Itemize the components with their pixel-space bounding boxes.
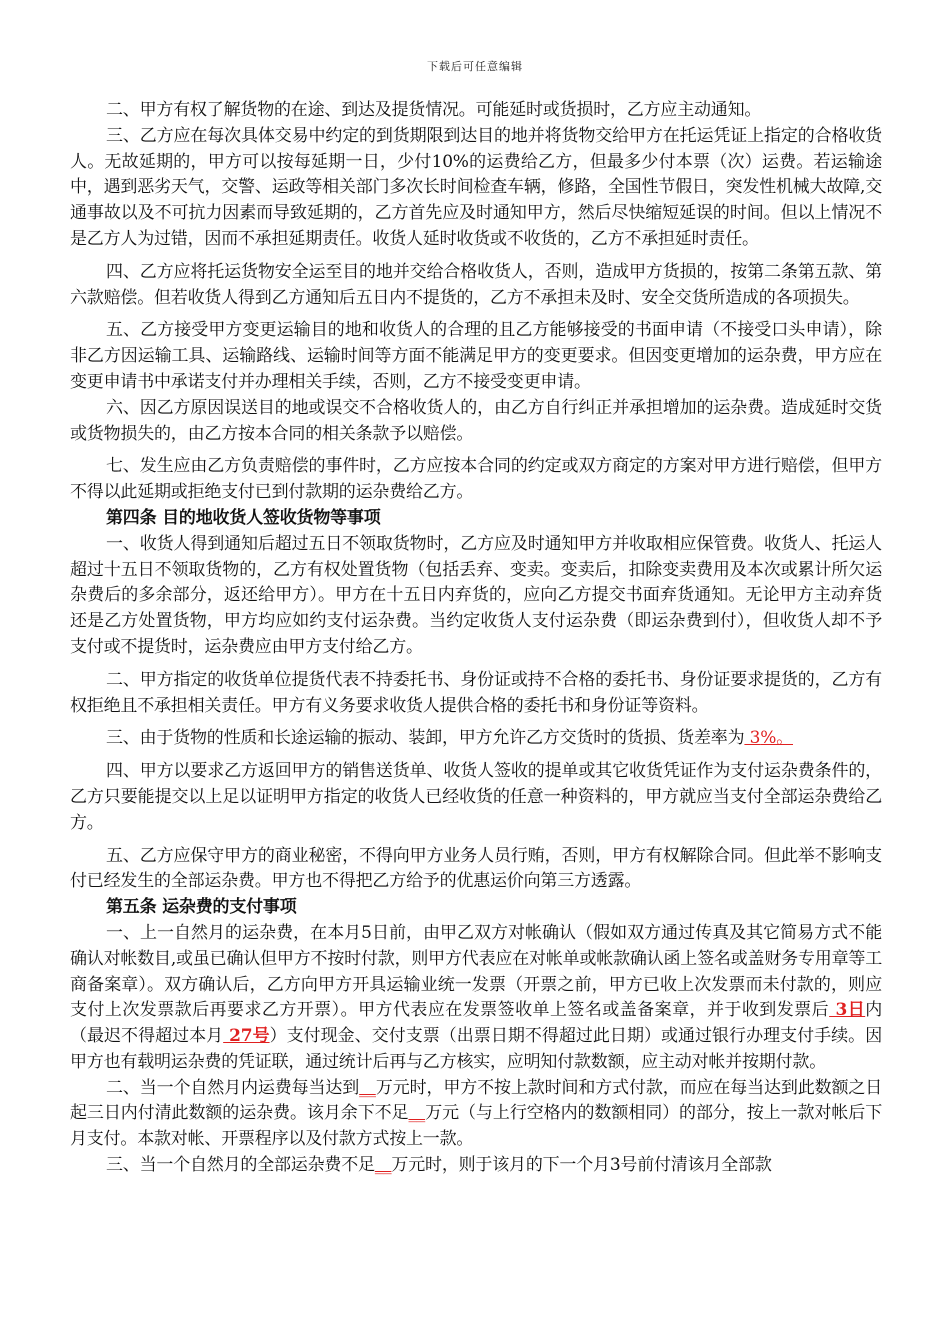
payment-deadline-value: 27号 bbox=[223, 1026, 270, 1047]
clause-3-6: 六、因乙方原因误送目的地或误交不合格收货人的，由乙方自行纠正并承担增加的运杂费。造成延时交货或货物损失的，由乙方按本合同的相关条款予以赔偿。 bbox=[70, 397, 882, 444]
clause-3-5: 五、乙方接受甲方变更运输目的地和收货人的合理的且乙方能够接受的书面申请（不接受口头申请），除非乙方因运输工具、运输路线、运输时间等方面不能满足甲方的变更要求。但因变更增加的运杂费，甲方应在变更申请书中承诺支付并办理相关手续，否则，乙方不接受变更申请。 bbox=[70, 320, 882, 392]
payment-days-value: 3日 bbox=[829, 1000, 866, 1021]
clause-5-1-text-c: ）支付现金、交付支票（出票日期不得超过此日期）或通过银行办理支付手续。因甲方也有载明运杂费的凭证联，通过统计后再与乙方核实，应明知付款数额，应主动对帐并按期付款。 bbox=[70, 1026, 882, 1072]
page-header: 下载后可任意编辑 bbox=[427, 60, 523, 73]
clause-4-5: 五、乙方应保守甲方的商业秘密，不得向甲方业务人员行贿，否则，甲方有权解除合同。但此举不影响支付已经发生的全部运杂费。甲方也不得把乙方给予的优惠运价向第三方透露。 bbox=[70, 845, 882, 892]
threshold-blank-2: __ bbox=[408, 1103, 426, 1124]
threshold-blank-1: __ bbox=[359, 1077, 376, 1098]
clause-4-2: 二、甲方指定的收货单位提货代表不持委托书、身份证或持不合格的委托书、身份证要求提货的，乙方有权拒绝且不承担相关责任。甲方有义务要求收货人提供合格的委托书和身份证等资料。 bbox=[70, 669, 882, 716]
clause-5-1-text-b: 内（最迟不得超过本月 bbox=[70, 1000, 882, 1047]
clause-5-1 bbox=[70, 921, 882, 1076]
section-heading-article-5: 第五条 运杂费的支付事项 bbox=[106, 897, 297, 918]
clause-5-2-text-c: 万元（与上行空格内的数额相同）的部分，按上一款对帐后下月支付。本款对帐、开票程序以及付款方式按上一款。 bbox=[70, 1103, 882, 1150]
clause-3-7: 七、发生应由乙方负责赔偿的事件时，乙方应按本合同的约定或双方商定的方案对甲方进行赔偿，但甲方不得以此延期或拒绝支付已到付款期的运杂费给乙方。 bbox=[70, 456, 882, 503]
clause-4-1: 一、收货人得到通知后超过五日不领取货物时，乙方应及时通知甲方并收取相应保管费。收货人、托运人超过十五日不领取货物的，乙方有权处置货物（包括丢弃、变卖。变卖后，扣除变卖费用及本次或累计所欠运杂费后的多余部分，返还给甲方）。甲方在十五日内弃货的，应向乙方提交书面弃货通知。无论甲方主动弃货还是乙方处置货物，甲方均应如约支付运杂费。当约定收货人支付运杂费（即运杂费到付），但收货人却不予支付或不提货时，运杂费应由甲方支付给乙方。 bbox=[70, 533, 882, 657]
clause-3-3: 三、乙方应在每次具体交易中约定的到货期限到达目的地并将货物交给甲方在托运凭证上指定的合格收货人。无故延期的，甲方可以按每延期一日，少付10%的运费给乙方，但最多少付本票（次）运费。若运输途中，遇到恶劣天气，交警、运政等相关部门多次长时间检查车辆，修路，全国性节假日，突发性机械大故障,交通事故以及不可抗力因素而导致延期的，乙方首先应及时通知甲方，然后尽快缩短延误的时间。但以上情况不是乙方人为过错，因而不承担延期责任。收货人延时收货或不收货的，乙方不承担延时责任。 bbox=[70, 125, 882, 249]
document-body bbox=[70, 98, 882, 1179]
clause-5-3-text-a: 三、当一个自然月的全部运杂费不足 bbox=[106, 1155, 375, 1176]
clause-5-3 bbox=[70, 1153, 882, 1179]
section-heading-article-4: 第四条 目的地收货人签收货物等事项 bbox=[106, 507, 381, 528]
clause-3-4: 四、乙方应将托运货物安全运至目的地并交给合格收货人，否则，造成甲方货损的，按第二条第五款、第六款赔偿。但若收货人得到乙方通知后五日内不提货的，乙方不承担未及时、安全交货所造成的各项损失。 bbox=[70, 261, 882, 308]
threshold-blank-3: __ bbox=[374, 1155, 392, 1176]
clause-3-2: 二、甲方有权了解货物的在途、到达及提货情况。可能延时或货损时，乙方应主动通知。 bbox=[106, 100, 762, 120]
clause-4-4: 四、甲方以要求乙方返回甲方的销售送货单、收货人签收的提单或其它收货凭证作为支付运杂费条件的，乙方只要能提交以上足以证明甲方指定的收货人已经收货的任意一种资料的，甲方就应当支付全部运杂费给乙方。 bbox=[70, 761, 882, 833]
clause-5-2 bbox=[70, 1076, 882, 1153]
damage-rate-unit: %。 bbox=[760, 728, 793, 749]
clause-5-2-text-b: 万元时，甲方不按上款时间和方式付款，而应在每当达到此数额之日起三日内付清此数额的运杂费。该月余下不足 bbox=[70, 1077, 883, 1124]
damage-rate-value: 3 bbox=[744, 728, 761, 749]
clause-5-1-text-a: 一、上一自然月的运杂费，在本月5日前，由甲乙双方对帐确认（假如双方通过传真及其它简易方式不能确认对帐数目,或虽已确认但甲方不按时付款，则甲方代表应在对帐单或帐款确认函上签名或盖财务专用章等工商备案章）。双方确认后，乙方向甲方开具运输业统一发票（开票之前，甲方已收上次发票而未付款的，则应支付上次发票款后再要求乙方开票）。甲方代表应在发票签收单上签名或盖备案章，并于收到发票后 bbox=[70, 922, 882, 1021]
clause-4-3-text: 三、由于货物的性质和长途运输的振动、装卸，甲方允许乙方交货时的货损、货差率为 bbox=[106, 728, 745, 749]
clause-5-2-text-a: 二、当一个自然月内运费每当达到 bbox=[106, 1077, 360, 1098]
clause-5-3-text-b: 万元时，则于该月的下一个月3号前付清该月全部款 bbox=[391, 1155, 772, 1176]
clause-4-3 bbox=[70, 726, 882, 752]
